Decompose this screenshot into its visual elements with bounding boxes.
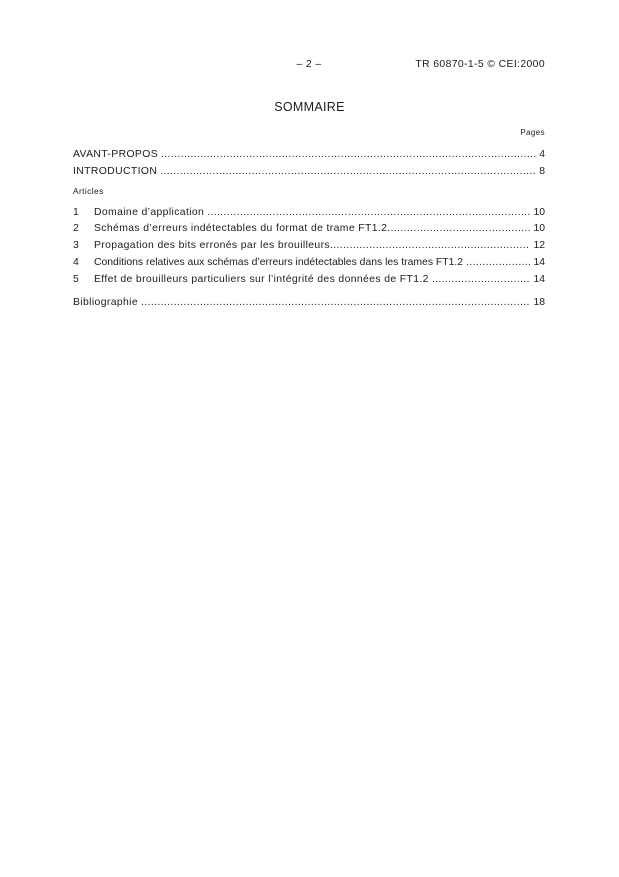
toc-entry-page: 12 [533,240,545,252]
toc-articles [73,205,545,289]
toc-entry-page: 10 [533,206,545,218]
toc-entry-label: AVANT-PROPOS [73,148,159,160]
toc-title: SOMMAIRE [274,100,345,114]
dot-leader [141,294,530,311]
toc-entry [73,146,545,163]
toc-entry [73,272,545,289]
dot-leader [330,238,530,255]
toc-entry-page: 14 [533,256,545,268]
articles-section-label: Articles [73,186,104,196]
toc-entry-label: Domaine d’application [94,206,205,218]
toc-entry [73,205,545,222]
toc-entry-label: Conditions relatives aux schémas d’erreurs indétectables dans les trames FT1.2 [94,256,464,268]
toc-entry-number: 2 [73,223,80,235]
toc-entry-label: Bibliographie [73,296,139,308]
toc-entry-page: 18 [533,296,545,308]
toc-entry-number: 1 [73,206,80,218]
toc-back-matter [73,294,545,311]
toc-entry-page: 14 [533,273,545,285]
page-number: – 2 – [296,59,322,70]
toc-entry-number: 5 [73,273,80,285]
toc-entry-number: 3 [73,240,80,252]
toc-entry-number: 4 [73,256,79,268]
toc-entry [73,163,545,180]
toc-entry-label: Schémas d’erreurs indétectables du format de trame FT1.2 [94,223,388,235]
dot-leader [466,255,530,272]
dot-leader [161,146,536,163]
toc-entry-label: Propagation des bits erronés par les brouilleurs [94,240,330,252]
dot-leader [207,205,530,222]
toc-front-matter [73,146,545,180]
toc-entry [73,238,545,255]
page-header [73,58,545,72]
toc-entry-page: 8 [539,165,545,177]
dot-leader [387,221,530,238]
toc-entry [73,221,545,238]
toc-entry-label: INTRODUCTION [73,165,158,177]
toc-entry-page: 10 [533,223,545,235]
toc-entry-label: Effet de brouilleurs particuliers sur l’intégrité des données de FT1.2 [94,273,429,285]
document-reference: TR 60870-1-5 © CEI:2000 [415,59,545,70]
toc-entry [73,294,545,311]
dot-leader [160,163,536,180]
toc-entry-page: 4 [539,148,545,160]
pages-column-label: Pages [520,128,545,137]
dot-leader [432,272,530,289]
toc-entry [73,255,545,272]
